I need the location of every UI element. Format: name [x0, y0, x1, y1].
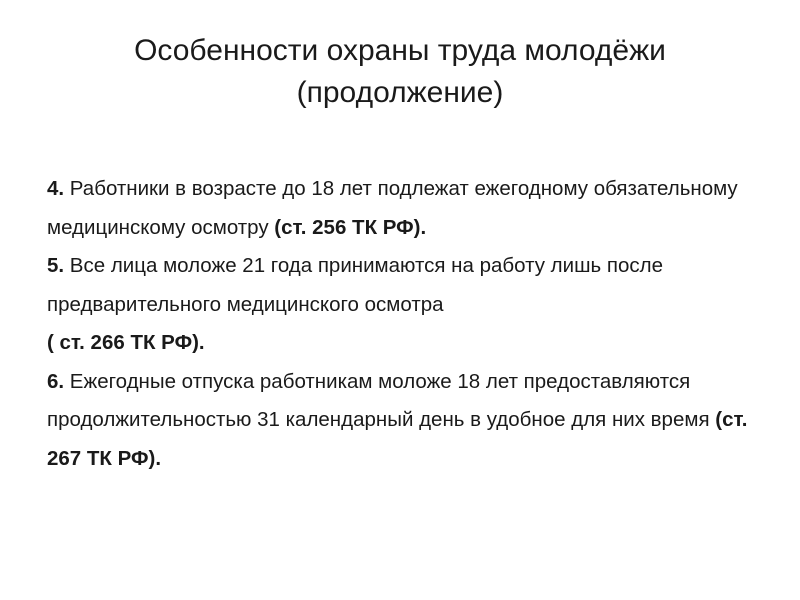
- item-law-reference: ( ст. 266 ТК РФ).: [47, 331, 205, 354]
- slide-title-line-1: Особенности охраны труда молодёжи: [134, 34, 666, 67]
- list-item-5: [47, 247, 777, 363]
- slide-body: [47, 170, 777, 478]
- slide-title-line-2: (продолжение): [296, 76, 504, 109]
- item-text: Все лица моложе 21 года принимаются на работу лишь после предварительного медицинского осмотра: [47, 254, 664, 316]
- item-number: 6.: [47, 369, 65, 393]
- item-text: Работники в возрасте до 18 лет подлежат ежегодному обязательному медицинскому осмотру: [47, 177, 738, 239]
- item-law-reference: (ст. 256 ТК РФ).: [274, 215, 427, 239]
- item-text: Ежегодные отпуска работникам моложе 18 лет предоставляются продолжительностью 31 календарный день в удобное для них время: [47, 369, 716, 431]
- slide-title: [0, 30, 800, 114]
- item-number: 4.: [47, 177, 65, 200]
- list-item-4: [47, 170, 777, 247]
- item-law-reference: (ст. 267 ТК РФ).: [47, 408, 748, 470]
- item-number: 5.: [47, 254, 65, 277]
- list-item-6: [47, 363, 777, 479]
